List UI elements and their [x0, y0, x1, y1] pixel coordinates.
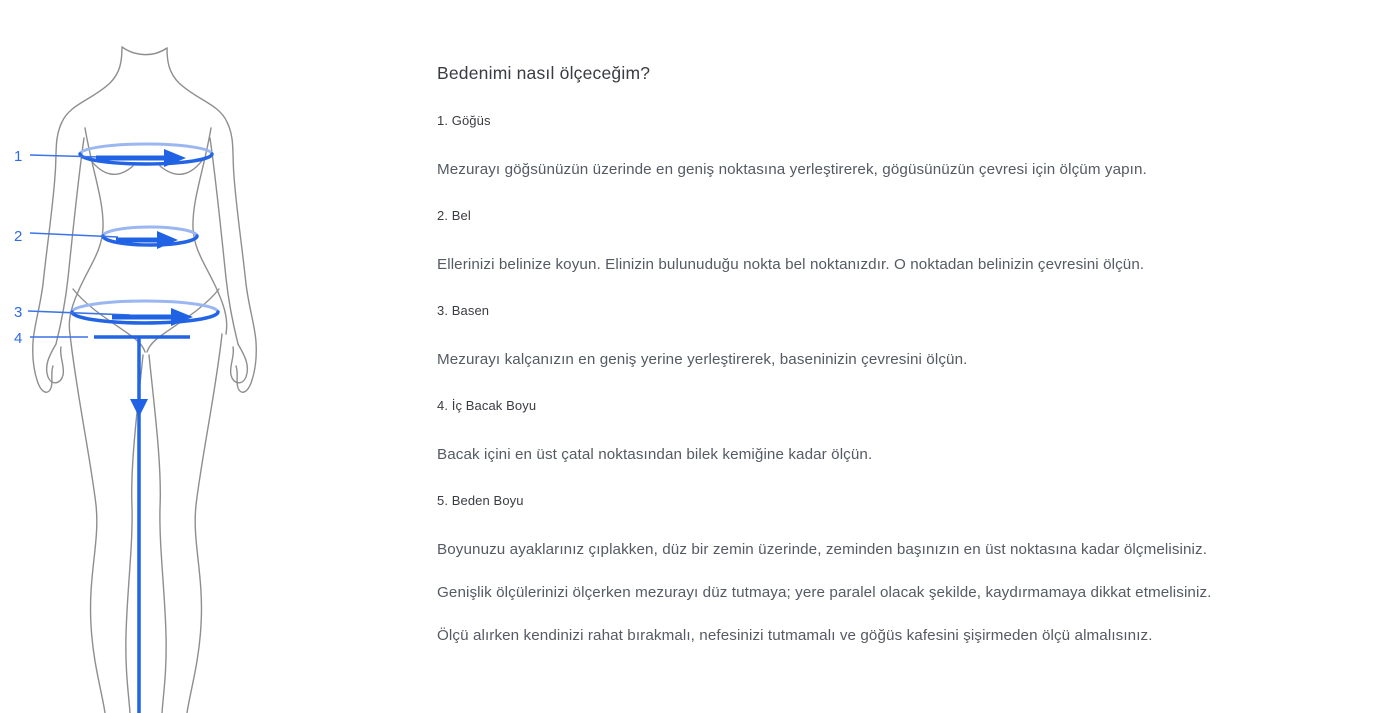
section-heading-ic-bacak-boyu: 4. İç Bacak Boyu — [437, 398, 537, 413]
waist-arrow-head-icon — [157, 231, 178, 249]
section-paragraph-gogus: Mezurayı göğsünüzün üzerinde en geniş noktasına yerleştirerek, gögüsünüzün çevresi için ölçüm yapın. — [437, 161, 1147, 178]
section-heading-beden-boyu: 5. Beden Boyu — [437, 493, 524, 508]
section-paragraph-bel: Ellerinizi belinize koyun. Elinizin bulunuduğu nokta bel noktanızdır. O noktadan belinizin çevresini ölçün. — [437, 256, 1145, 273]
chest-measure-marker — [14, 144, 212, 167]
section-paragraph-beden-boyu: Boyunuzu ayaklarınız çıplakken, düz bir zemin üzerinde, zeminden başınızın en üst noktasına kadar ölçmelisiniz. — [437, 541, 1208, 558]
body-outline — [33, 47, 257, 713]
note-paragraph-width-measure: Genişlik ölçülerinizi ölçerken mezurayı düz tutmaya; yere paralel olacak şekilde, kaydırmamaya dikkat etmelisiniz. — [437, 584, 1212, 601]
body-figure-svg — [0, 0, 300, 713]
section-heading-gogus: 1. Göğüs — [437, 113, 491, 128]
measurement-overlays — [14, 144, 218, 713]
inner-leg-arrow-head-icon — [130, 399, 148, 417]
measurement-guide-content — [437, 61, 1377, 646]
note-paragraph-relax: Ölçü alırken kendinizi rahat bırakmalı, nefesinizi tutmamalı ve göğüs kafesini şişirmeden ölçü almalısınız. — [437, 627, 1153, 644]
waist-measure-marker — [14, 227, 197, 249]
marker-label-2: 2 — [14, 228, 23, 245]
page-title: Bedenimi nasıl ölçeceğim? — [437, 63, 651, 83]
section-heading-bel: 2. Bel — [437, 208, 471, 223]
hip-arrow-head-icon — [171, 308, 193, 326]
chest-leader-line — [30, 155, 100, 157]
section-heading-basen: 3. Basen — [437, 303, 490, 318]
hip-measure-marker — [14, 301, 218, 326]
section-paragraph-basen: Mezurayı kalçanızın en geniş yerine yerleştirerek, baseninizin çevresini ölçün. — [437, 351, 968, 368]
marker-label-3: 3 — [14, 304, 23, 321]
section-paragraph-ic-bacak-boyu: Bacak içini en üst çatal noktasından bilek kemiğine kadar ölçün. — [437, 446, 873, 463]
marker-label-1: 1 — [14, 148, 23, 165]
body-measurement-figure — [0, 0, 300, 713]
hip-leader-line — [28, 311, 130, 315]
marker-label-4: 4 — [14, 330, 23, 347]
